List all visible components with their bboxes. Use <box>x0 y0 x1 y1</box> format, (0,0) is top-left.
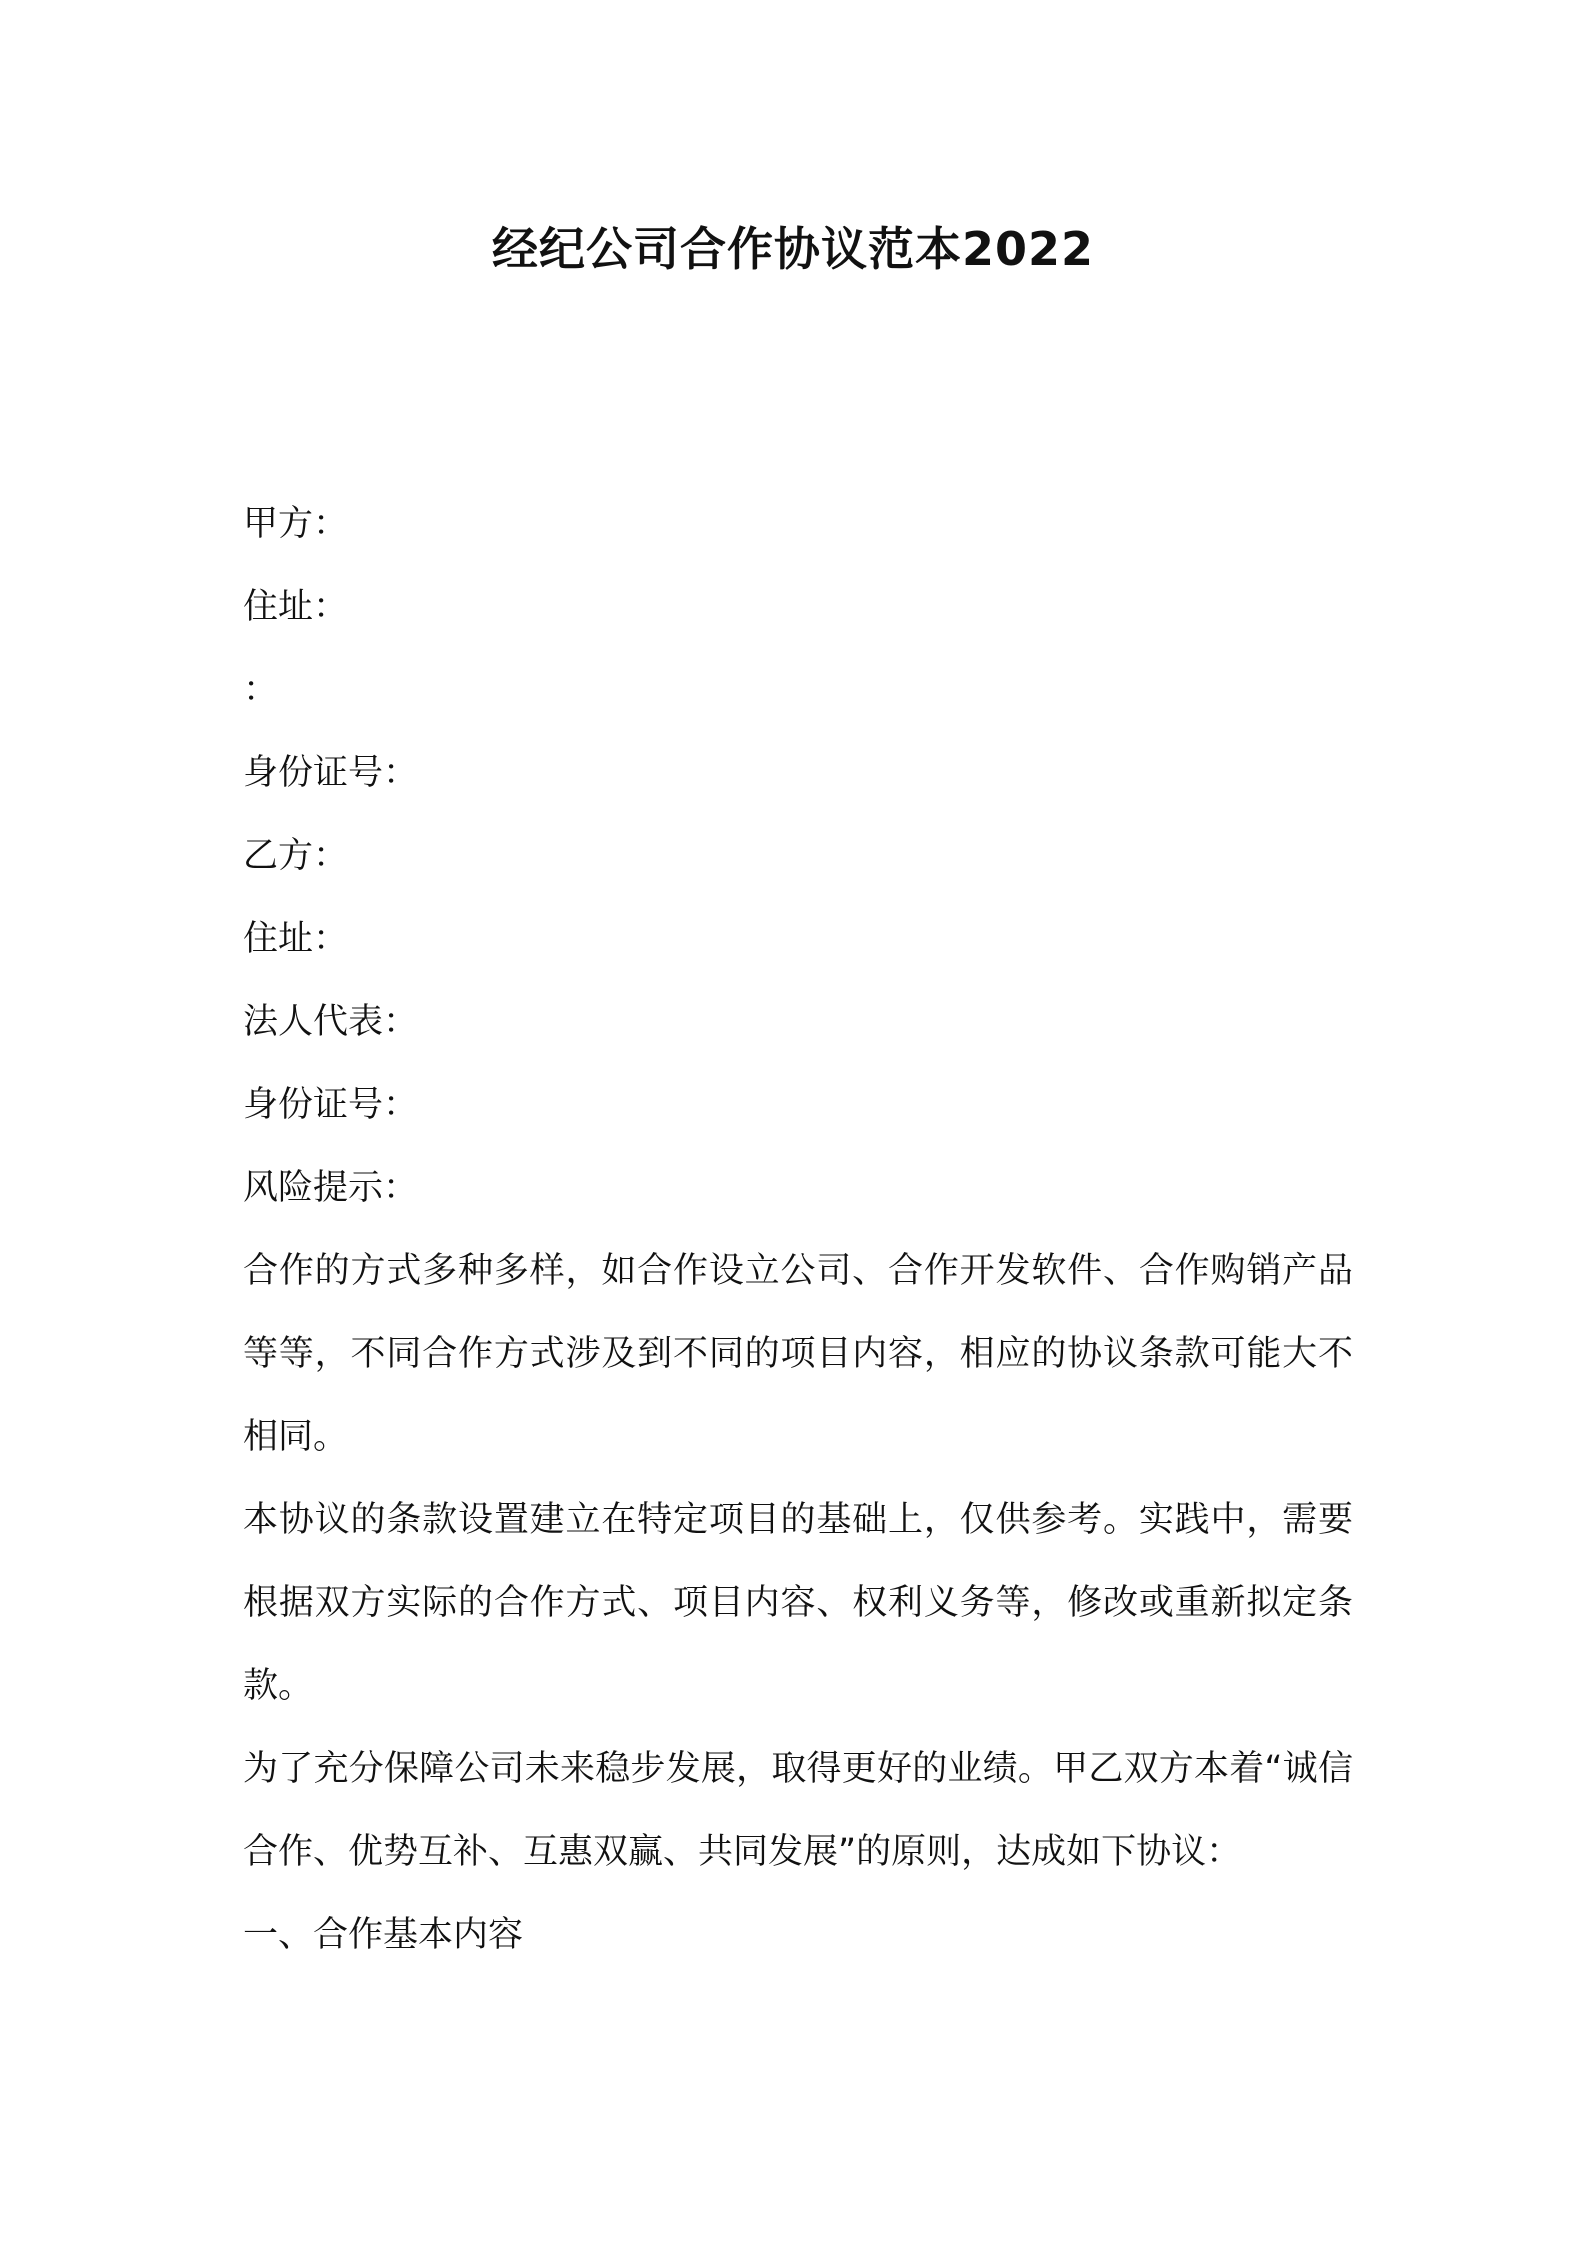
document-title: 经纪公司合作协议范本2022 <box>491 222 1095 276</box>
party-b-address-field: 住址： <box>243 919 349 959</box>
legal-representative-field: 法人代表： <box>243 1002 419 1042</box>
risk-paragraph-1: 合作的方式多种多样，如合作设立公司、合作开发软件、合作购销产品等等，不同合作方式涉及到不同的项目内容，相应的协议条款可能大不相同。 <box>243 1251 1353 1457</box>
party-b-id-field: 身份证号： <box>243 1085 419 1125</box>
party-a-id-field: 身份证号： <box>243 753 419 793</box>
risk-paragraph-2: 本协议的条款设置建立在特定项目的基础上，仅供参考。实践中，需要根据双方实际的合作方式、项目内容、权利义务等，修改或重新拟定条款。 <box>243 1500 1353 1706</box>
party-a-blank-field: ： <box>243 670 279 710</box>
party-b-field: 乙方： <box>243 836 349 876</box>
agreement-intro-paragraph: 为了充分保障公司未来稳步发展，取得更好的业绩。甲乙双方本着“诚信合作、优势互补、互惠双赢、共同发展”的原则，达成如下协议： <box>243 1749 1353 1872</box>
section-heading: 一、合作基本内容 <box>243 1915 524 1955</box>
document-body <box>243 483 1353 1977</box>
risk-notice-label: 风险提示： <box>243 1168 419 1208</box>
party-a-field: 甲方： <box>243 504 349 544</box>
party-a-address-field: 住址： <box>243 587 349 627</box>
